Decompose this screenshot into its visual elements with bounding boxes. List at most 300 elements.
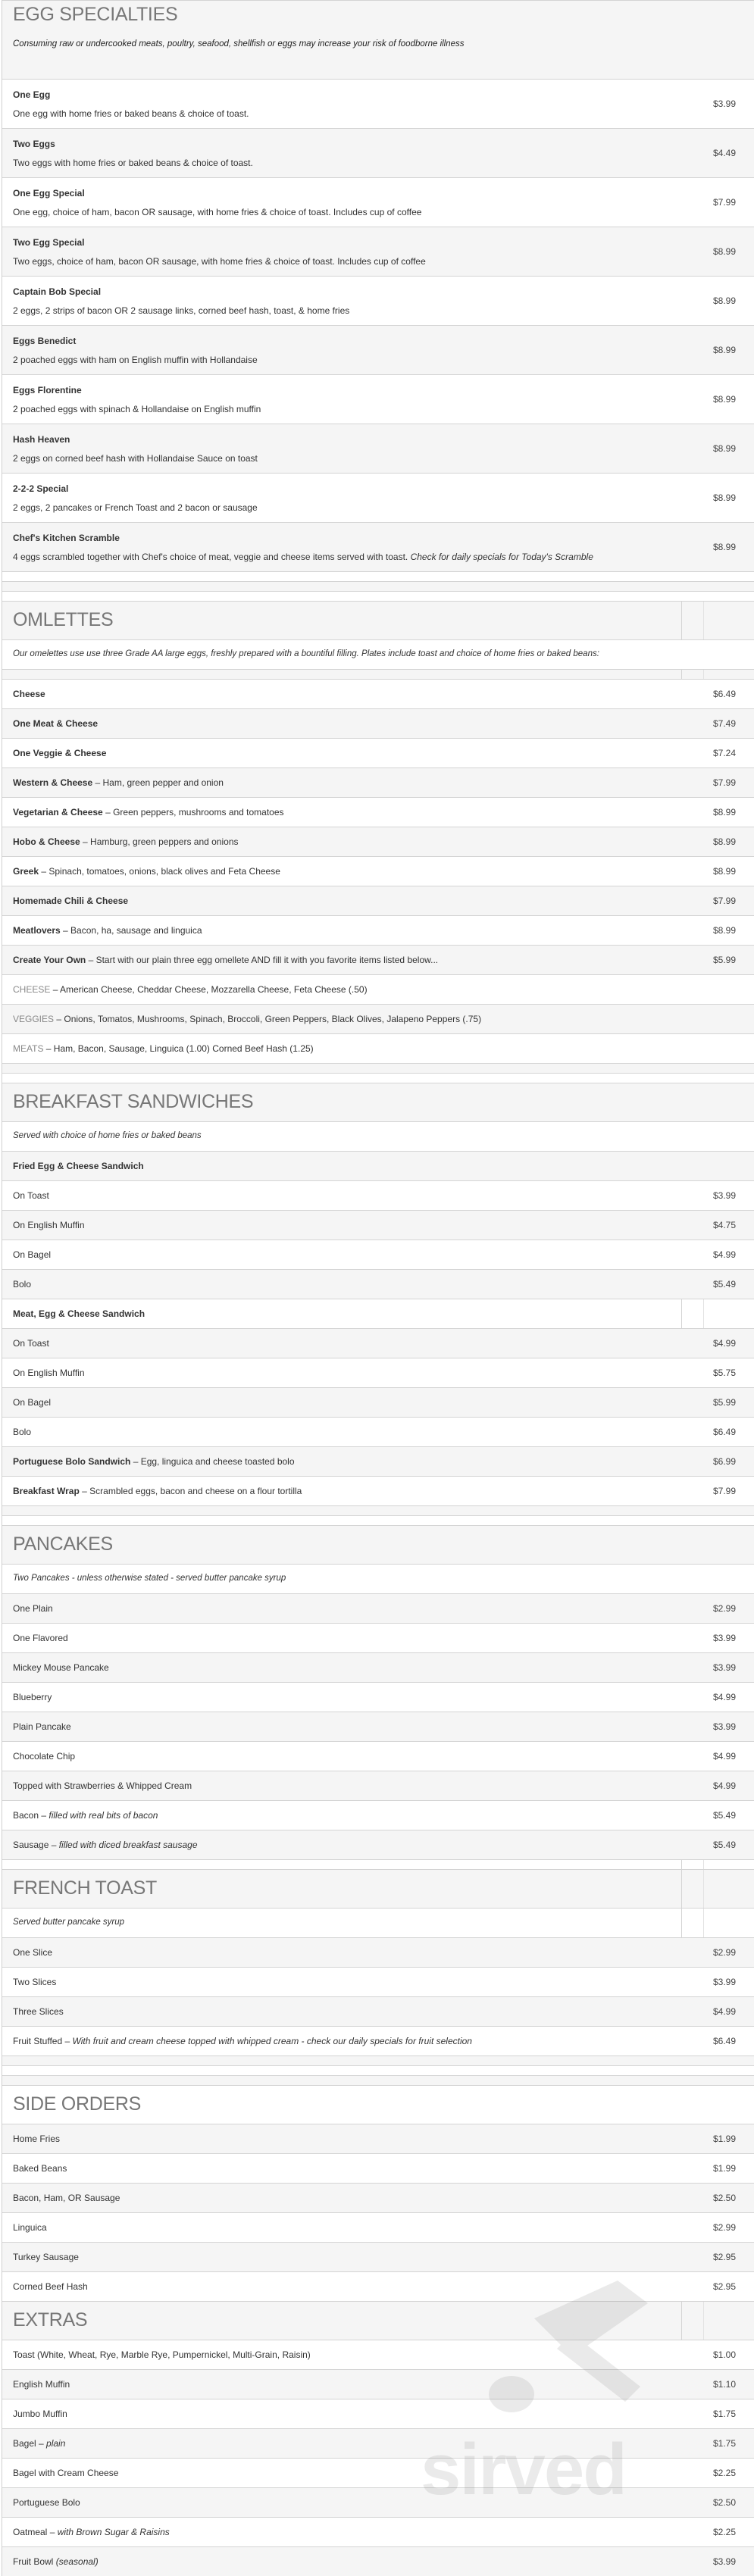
- item-price: $8.99: [713, 295, 737, 306]
- item-name: Plain Pancake: [13, 1721, 71, 1732]
- item-price: $7.99: [713, 777, 737, 788]
- item-price: $8.99: [713, 345, 737, 355]
- item-name: Two Egg Special: [13, 237, 85, 248]
- item-description: filled with diced breakfast sausage: [58, 1840, 198, 1850]
- item-dash: –: [48, 1840, 59, 1850]
- menu-item-row[interactable]: [2, 473, 754, 522]
- menu-item-row[interactable]: [2, 2271, 754, 2301]
- spacer-row: [2, 1515, 754, 1525]
- item-name: Bagel with Cream Cheese: [13, 2468, 119, 2478]
- item-line: [13, 1662, 109, 1673]
- item-price: $8.99: [713, 246, 737, 257]
- item-line: [13, 2036, 472, 2046]
- item-description: plain: [46, 2438, 66, 2449]
- item-price: $2.25: [713, 2527, 737, 2537]
- item-name: Western & Cheese: [13, 777, 93, 788]
- menu-item-row[interactable]: [2, 2428, 754, 2458]
- item-description-line: [13, 453, 258, 464]
- item-dash: –: [130, 1456, 141, 1467]
- section-header: [2, 1525, 754, 1564]
- item-price: $8.99: [713, 925, 737, 936]
- item-price: $8.99: [713, 807, 737, 818]
- item-price: $4.75: [713, 1220, 737, 1230]
- item-line: [13, 1780, 192, 1791]
- item-description: With fruit and cream cheese topped with whipped cream - check our daily specials for fruit selection: [72, 2036, 472, 2046]
- group-name: Fried Egg & Cheese Sandwich: [13, 1161, 144, 1171]
- item-name: One Slice: [13, 1947, 53, 1958]
- item-line: [13, 689, 45, 699]
- item-name: Eggs Florentine: [13, 385, 82, 395]
- item-name: Portuguese Bolo Sandwich: [13, 1456, 131, 1467]
- item-description: 4 eggs scrambled together with Chef's choice of meat, veggie and cheese items served with toast.: [13, 552, 408, 562]
- item-line: [13, 2222, 47, 2233]
- menu-item-row[interactable]: [2, 1358, 754, 1387]
- menu-item-row[interactable]: [2, 1623, 754, 1652]
- menu-item-row[interactable]: [2, 1180, 754, 1210]
- item-price: $4.99: [713, 1751, 737, 1762]
- item-name: Blueberry: [13, 1692, 52, 1702]
- section-note: [2, 639, 754, 669]
- item-line: [13, 2409, 67, 2419]
- item-description: 2 poached eggs with ham on English muffin with Hollandaise: [13, 355, 258, 365]
- item-name: Oatmeal: [13, 2527, 48, 2537]
- spacer-row: [2, 2065, 754, 2075]
- section-header: [2, 2301, 754, 2340]
- menu-item-row[interactable]: [2, 1593, 754, 1623]
- section-header: [2, 2085, 754, 2124]
- section-note-text: Our omelettes use use three Grade AA large eggs, freshly prepared with a bountiful filling. Plates include toast and choice of home fries or baked beans:: [13, 649, 599, 658]
- item-description: Hamburg, green peppers and onions: [90, 836, 239, 847]
- item-line: [13, 385, 82, 395]
- item-name: Baked Beans: [13, 2163, 67, 2174]
- item-price: $3.99: [713, 1190, 737, 1201]
- item-line: [13, 2556, 99, 2567]
- item-description: Scrambled eggs, bacon and cheese on a flour tortilla: [89, 1486, 302, 1496]
- menu-item-row[interactable]: [2, 1004, 754, 1033]
- item-description: 2 eggs, 2 strips of bacon OR 2 sausage links, corned beef hash, toast, & home fries: [13, 305, 350, 316]
- menu-item-row[interactable]: [2, 945, 754, 974]
- item-price: $7.49: [713, 718, 737, 729]
- item-description: Green peppers, mushrooms and tomatoes: [113, 807, 284, 818]
- item-price: $4.99: [713, 1692, 737, 1702]
- item-price: $5.49: [713, 1810, 737, 1821]
- item-line: [13, 984, 368, 995]
- item-line: [13, 2497, 80, 2508]
- item-description: Egg, linguica and cheese toasted bolo: [140, 1456, 295, 1467]
- item-group-heading: [2, 1151, 754, 1180]
- item-line: [13, 2379, 70, 2390]
- item-price: $2.99: [713, 2222, 737, 2233]
- item-name: Create Your Own: [13, 955, 86, 965]
- menu-item-row[interactable]: [2, 1967, 754, 1996]
- item-price: $5.99: [713, 955, 737, 965]
- item-line: [13, 1368, 85, 1378]
- item-price: $6.49: [713, 2036, 737, 2046]
- menu-table: [2, 0, 754, 2576]
- item-line: [13, 866, 280, 877]
- item-name: Hash Heaven: [13, 434, 70, 445]
- menu-item-row[interactable]: [2, 1328, 754, 1358]
- item-line: [13, 1603, 53, 1614]
- item-name: On Toast: [13, 1190, 49, 1201]
- item-line: [13, 1190, 49, 1201]
- menu-item-row[interactable]: [2, 2487, 754, 2517]
- item-dash: –: [39, 866, 49, 877]
- menu-item-row[interactable]: [2, 1800, 754, 1830]
- section-note: [2, 1121, 754, 1151]
- item-description: Two eggs, choice of ham, bacon OR sausage, with home fries & choice of toast. Includes cup of coffee: [13, 256, 426, 267]
- item-dash: –: [86, 955, 96, 965]
- item-dash: –: [102, 807, 114, 818]
- menu-item-row[interactable]: [2, 708, 754, 738]
- item-dash: –: [62, 2036, 73, 2046]
- spacer-row: [2, 1063, 754, 1073]
- section-note-text: Two Pancakes - unless otherwise stated - served butter pancake syrup: [13, 1574, 286, 1583]
- item-price: $6.49: [713, 1427, 737, 1437]
- item-description: Two eggs with home fries or baked beans & choice of toast.: [13, 158, 253, 168]
- item-dash: –: [39, 1810, 49, 1821]
- item-description-line: [13, 305, 349, 316]
- item-line: [13, 1633, 68, 1643]
- item-name: Cheese: [13, 689, 45, 699]
- item-name: Bacon: [13, 1810, 39, 1821]
- item-line: [13, 188, 85, 199]
- item-line: [13, 434, 70, 445]
- menu-item-row[interactable]: [2, 797, 754, 827]
- item-line: [13, 896, 128, 906]
- spacer-row: [2, 591, 754, 601]
- item-line: [13, 2163, 67, 2174]
- item-price: $2.99: [713, 1947, 737, 1958]
- item-name: Fruit Stuffed: [13, 2036, 63, 2046]
- item-description-line: [13, 256, 426, 267]
- section-header: [2, 0, 754, 79]
- menu-item-row[interactable]: [2, 1476, 754, 1505]
- item-description: Onions, Tomatos, Mushrooms, Spinach, Broccoli, Green Peppers, Black Olives, Jalapeno Peppers (.75): [64, 1014, 482, 1024]
- item-line: [13, 2281, 88, 2292]
- item-price: $3.99: [713, 1977, 737, 1987]
- group-name: Meat, Egg & Cheese Sandwich: [13, 1308, 145, 1319]
- item-line: [13, 2349, 311, 2360]
- item-dash: –: [92, 777, 103, 788]
- section-title: OMLETTES: [13, 609, 114, 630]
- section-title: EGG SPECIALTIES: [13, 4, 178, 25]
- item-name: Jumbo Muffin: [13, 2409, 67, 2419]
- item-name: Sausage: [13, 1840, 49, 1850]
- item-name: One Egg Special: [13, 188, 85, 199]
- item-line: [13, 1279, 31, 1290]
- item-price: $8.99: [713, 394, 737, 405]
- item-price: $1.75: [713, 2438, 737, 2449]
- item-line: [13, 777, 224, 788]
- menu-item-row[interactable]: [2, 2369, 754, 2399]
- item-line: [13, 1043, 314, 1054]
- item-description: filled with real bits of bacon: [48, 1810, 158, 1821]
- menu-item-row[interactable]: [2, 2212, 754, 2242]
- menu-item-row[interactable]: [2, 1446, 754, 1476]
- item-price: $2.25: [713, 2468, 737, 2478]
- menu-item-row[interactable]: [2, 1417, 754, 1446]
- menu-item-row[interactable]: [2, 2153, 754, 2183]
- menu-item-row[interactable]: [2, 2026, 754, 2055]
- item-name: Topped with Strawberries & Whipped Cream: [13, 1780, 192, 1791]
- group-line: [13, 1308, 145, 1319]
- item-name: One Veggie & Cheese: [13, 748, 107, 758]
- item-name: Two Eggs: [13, 139, 55, 149]
- item-line: [13, 1721, 71, 1732]
- item-description-line: [13, 502, 258, 513]
- item-line: [13, 955, 438, 965]
- menu-item-row[interactable]: [2, 886, 754, 915]
- menu-item-row[interactable]: [2, 679, 754, 708]
- item-line: [13, 1977, 56, 1987]
- item-name: One Plain: [13, 1603, 53, 1614]
- menu-item-row[interactable]: [2, 1210, 754, 1240]
- item-line: [13, 1014, 481, 1024]
- section-title: EXTRAS: [13, 2309, 88, 2331]
- item-line: [13, 1220, 85, 1230]
- menu-item-row[interactable]: [2, 2183, 754, 2212]
- item-description: 2 eggs on corned beef hash with Hollandaise Sauce on toast: [13, 453, 258, 464]
- item-price: $5.49: [713, 1840, 737, 1850]
- item-price: $7.99: [713, 197, 737, 208]
- menu-item-row[interactable]: [2, 1387, 754, 1417]
- menu-item-row[interactable]: [2, 1033, 754, 1063]
- menu-item-row[interactable]: [2, 738, 754, 767]
- item-line: [13, 1338, 49, 1349]
- item-name: Greek: [13, 866, 39, 877]
- item-line: [13, 1810, 158, 1821]
- item-name: Home Fries: [13, 2134, 61, 2144]
- item-dash: –: [47, 2527, 58, 2537]
- item-name: Meatlovers: [13, 925, 61, 936]
- item-group-heading: [2, 1299, 754, 1328]
- menu-item-row[interactable]: [2, 856, 754, 886]
- item-line: [13, 748, 106, 758]
- menu-item-row[interactable]: [2, 1830, 754, 1859]
- item-price: $8.99: [713, 866, 737, 877]
- item-name: On Toast: [13, 1338, 49, 1349]
- section-disclaimer: Consuming raw or undercooked meats, poultry, seafood, shellfish or eggs may increase your risk of foodborne illness: [13, 39, 465, 48]
- item-price: $2.95: [713, 2252, 737, 2262]
- item-line: [13, 1486, 302, 1496]
- item-name: Corned Beef Hash: [13, 2281, 88, 2292]
- item-dash: –: [60, 925, 71, 936]
- item-description: Ham, green pepper and onion: [102, 777, 224, 788]
- menu-item-row[interactable]: [2, 1771, 754, 1800]
- item-name: On English Muffin: [13, 1220, 85, 1230]
- item-name: Homemade Chili & Cheese: [13, 896, 129, 906]
- item-price: $1.99: [713, 2163, 737, 2174]
- menu-item-row[interactable]: [2, 2124, 754, 2153]
- item-price: $2.50: [713, 2193, 737, 2203]
- item-line: [13, 2252, 79, 2262]
- section-title: FRENCH TOAST: [13, 1877, 157, 1899]
- item-name: Two Slices: [13, 1977, 57, 1987]
- section-title: SIDE ORDERS: [13, 2093, 141, 2115]
- item-line: [13, 1692, 52, 1702]
- item-price: $8.99: [713, 492, 737, 503]
- item-dash: –: [79, 1486, 90, 1496]
- menu-item-row[interactable]: [2, 424, 754, 473]
- item-price: $7.24: [713, 748, 737, 758]
- item-price: $1.10: [713, 2379, 737, 2390]
- item-price: $6.99: [713, 1456, 737, 1467]
- item-dash: –: [54, 1014, 64, 1024]
- item-name: One Flavored: [13, 1633, 68, 1643]
- item-name: Chef's Kitchen Scramble: [13, 533, 120, 543]
- item-line: [13, 1840, 198, 1850]
- item-name: Eggs Benedict: [13, 336, 77, 346]
- item-line: [13, 807, 284, 818]
- item-name: One Egg: [13, 89, 51, 100]
- item-line: [13, 89, 50, 100]
- item-line: [13, 836, 239, 847]
- item-name: English Muffin: [13, 2379, 70, 2390]
- item-description-line: [13, 158, 253, 168]
- menu-item-row[interactable]: [2, 325, 754, 374]
- item-dash: –: [36, 2438, 47, 2449]
- menu-item-row[interactable]: [2, 1937, 754, 1967]
- item-name: On Bagel: [13, 1249, 52, 1260]
- section-note-text: Served butter pancake syrup: [13, 1918, 125, 1927]
- menu-item-row[interactable]: [2, 827, 754, 856]
- item-line: [13, 1397, 51, 1408]
- item-line: [13, 1947, 52, 1958]
- menu-item-row[interactable]: [2, 227, 754, 276]
- item-dash: –: [80, 836, 91, 847]
- menu-item-row[interactable]: [2, 374, 754, 424]
- menu-item-row[interactable]: [2, 522, 754, 571]
- menu-item-row[interactable]: [2, 1240, 754, 1269]
- menu-item-row[interactable]: [2, 177, 754, 227]
- item-price: $1.75: [713, 2409, 737, 2419]
- item-price: $5.99: [713, 1397, 737, 1408]
- item-description-line: [13, 404, 261, 414]
- spacer-row: [2, 2075, 754, 2085]
- item-name: 2-2-2 Special: [13, 483, 69, 494]
- item-description: 2 poached eggs with spinach & Hollandaise on English muffin: [13, 404, 261, 414]
- item-line: [13, 718, 98, 729]
- item-description-line: [13, 355, 258, 365]
- item-description-line: [13, 108, 249, 119]
- item-description: American Cheese, Cheddar Cheese, Mozzarella Cheese, Feta Cheese (.50): [60, 984, 368, 995]
- item-name: Toast (White, Wheat, Rye, Marble Rye, Pumpernickel, Multi-Grain, Raisin): [13, 2349, 311, 2360]
- item-line: [13, 286, 101, 297]
- item-dash: –: [43, 1043, 54, 1054]
- item-price: $3.99: [713, 1721, 737, 1732]
- item-description: One egg, choice of ham, bacon OR sausage, with home fries & choice of toast. Includes cup of coffee: [13, 207, 422, 217]
- menu-item-row[interactable]: [2, 128, 754, 177]
- menu-item-row[interactable]: [2, 915, 754, 945]
- item-dash: –: [50, 984, 61, 995]
- item-price: $2.99: [713, 1603, 737, 1614]
- item-price: $3.99: [713, 98, 737, 109]
- item-price: $7.99: [713, 896, 737, 906]
- menu-item-row[interactable]: [2, 2458, 754, 2487]
- section-header: [2, 1083, 754, 1121]
- spacer-row: [2, 1505, 754, 1515]
- menu-item-row[interactable]: [2, 2399, 754, 2428]
- menu-item-row[interactable]: [2, 974, 754, 1004]
- menu-item-row[interactable]: [2, 1712, 754, 1741]
- group-line: [13, 1161, 144, 1171]
- item-price: $7.99: [713, 1486, 737, 1496]
- spacer-row: [2, 1859, 754, 1869]
- item-description: 2 eggs, 2 pancakes or French Toast and 2 bacon or sausage: [13, 502, 258, 513]
- menu-item-row[interactable]: [2, 2340, 754, 2369]
- item-special-note: Check for daily specials for Today's Scramble: [410, 552, 593, 562]
- item-name: One Meat & Cheese: [13, 718, 99, 729]
- item-name: Linguica: [13, 2222, 47, 2233]
- item-name: Mickey Mouse Pancake: [13, 1662, 109, 1673]
- item-name: Bacon, Ham, OR Sausage: [13, 2193, 120, 2203]
- item-name: Three Slices: [13, 2006, 64, 2017]
- menu-item-row[interactable]: [2, 767, 754, 797]
- item-line: [13, 2134, 60, 2144]
- item-name: VEGGIES: [13, 1014, 55, 1024]
- menu-item-row[interactable]: [2, 1682, 754, 1712]
- spacer-row: [2, 1073, 754, 1083]
- menu-item-row[interactable]: [2, 2546, 754, 2576]
- item-price: $3.99: [713, 1633, 737, 1643]
- section-note: [2, 1908, 754, 1937]
- menu-item-row[interactable]: [2, 1741, 754, 1771]
- item-name: Vegetarian & Cheese: [13, 807, 103, 818]
- item-description: Spinach, tomatoes, onions, black olives and Feta Cheese: [48, 866, 280, 877]
- menu-item-row[interactable]: [2, 79, 754, 128]
- menu-item-row[interactable]: [2, 1652, 754, 1682]
- item-line: [13, 533, 120, 543]
- item-line: [13, 2006, 64, 2017]
- item-line: [13, 483, 68, 494]
- item-line: [13, 336, 76, 346]
- menu-item-row[interactable]: [2, 2242, 754, 2271]
- item-name: Captain Bob Special: [13, 286, 102, 297]
- menu-item-row[interactable]: [2, 1996, 754, 2026]
- item-line: [13, 139, 55, 149]
- item-name: Bagel: [13, 2438, 36, 2449]
- item-line: [13, 1751, 75, 1762]
- item-name: On Bagel: [13, 1397, 52, 1408]
- menu-item-row[interactable]: [2, 2517, 754, 2546]
- section-note: [2, 1564, 754, 1593]
- item-description: Bacon, ha, sausage and linguica: [70, 925, 202, 936]
- spacer-row: [2, 581, 754, 591]
- item-description: Start with our plain three egg omellete AND fill it with you favorite items listed below...: [95, 955, 439, 965]
- item-price: $4.99: [713, 2006, 737, 2017]
- item-price: $1.99: [713, 2134, 737, 2144]
- item-name: Hobo & Cheese: [13, 836, 80, 847]
- menu-item-row[interactable]: [2, 1269, 754, 1299]
- item-name: Bolo: [13, 1279, 32, 1290]
- item-price: $5.49: [713, 1279, 737, 1290]
- spacer-row: [2, 571, 754, 581]
- item-price: $4.99: [713, 1249, 737, 1260]
- item-line: [13, 1427, 31, 1437]
- item-line: [13, 2438, 65, 2449]
- item-name: Fruit Bowl: [13, 2556, 54, 2567]
- menu-item-row[interactable]: [2, 276, 754, 325]
- item-price: $3.99: [713, 2556, 737, 2567]
- item-price: $3.99: [713, 1662, 737, 1673]
- section-title: PANCAKES: [13, 1533, 113, 1555]
- item-price: $8.99: [713, 836, 737, 847]
- item-price: $2.95: [713, 2281, 737, 2292]
- item-line: [13, 2468, 118, 2478]
- item-name: MEATS: [13, 1043, 44, 1054]
- item-description: Ham, Bacon, Sausage, Linguica (1.00) Corned Beef Hash (1.25): [53, 1043, 314, 1054]
